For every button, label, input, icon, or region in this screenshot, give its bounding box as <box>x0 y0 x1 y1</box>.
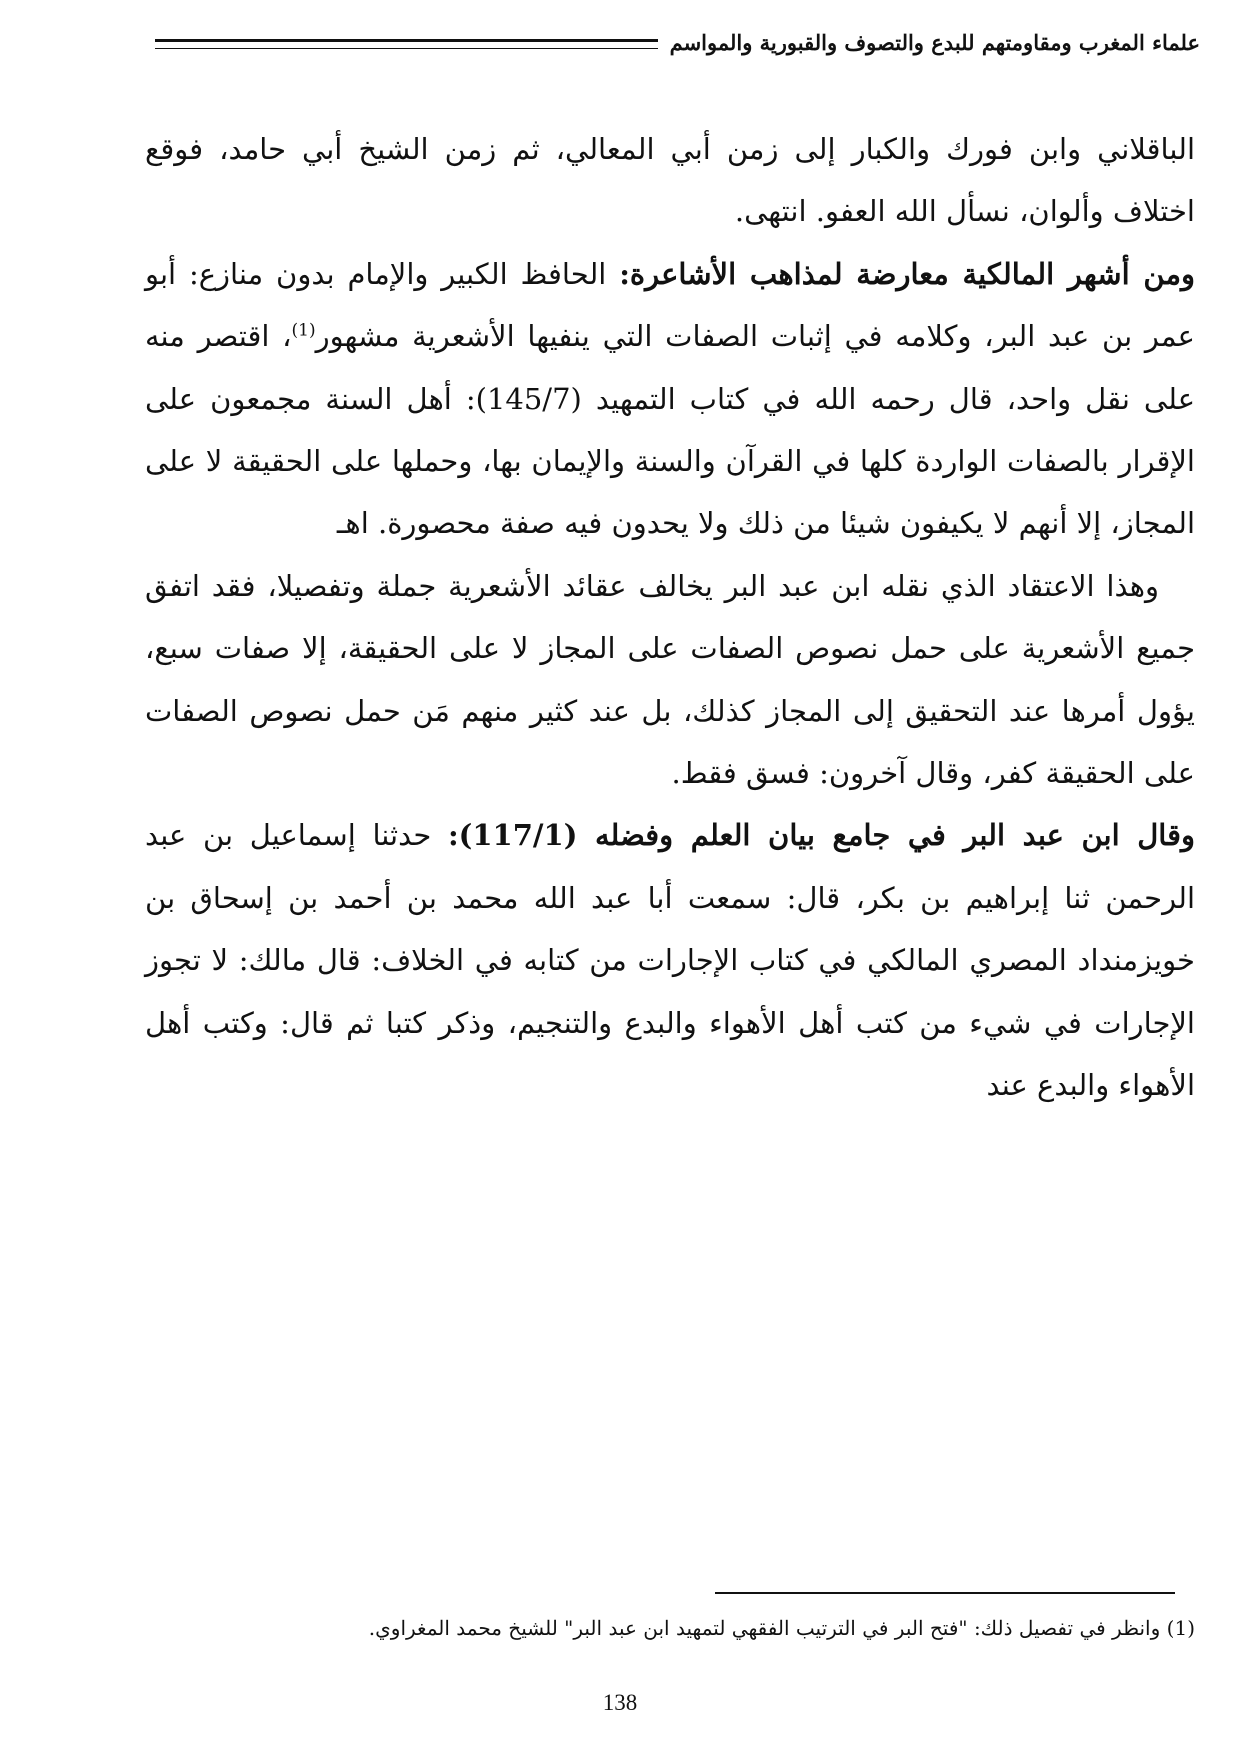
running-title: علماء المغرب ومقاومتهم للبدع والتصوف والقبورية والمواسم <box>669 29 1200 55</box>
header-rule <box>155 39 658 49</box>
paragraph-2-text-a: الحافظ الكبير والإمام بدون منازع: أبو عمر بن عبد البر، وكلامه في إثبات الصفات التي ينفيها الأشعرية مشهور <box>145 256 1195 354</box>
paragraph-2-heading: ومن أشهر المالكية معارضة لمذاهب الأشاعرة: <box>619 256 1195 291</box>
paragraph-2-text-b: ، اقتصر منه على نقل واحد، قال رحمه الله في كتاب التمهيد (145/7): أهل السنة مجمعون على الإقرار بالصفات الواردة كلها في القرآن والسنة والإيمان بها، وحملها على الحقيقة لا على المجاز، إلا أنهم لا يكيفون شيئا من ذلك ولا يحدون فيه صفة محصورة. اهـ <box>145 319 1195 541</box>
footnote-separator <box>715 1592 1175 1594</box>
paragraph-4-text: حدثنا إسماعيل بن عبد الرحمن ثنا إبراهيم بن بكر، قال: سمعت أبا عبد الله محمد بن أحمد بن إسحاق بن خويزمنداد المصري المالكي في كتاب الإجارات من كتابه في الخلاف: قال مالك: لا تجوز الإجارات في شيء من كتب أهل الأهواء والبدع والتنجيم، وذكر كتبا ثم قال: وكتب أهل الأهواء والبدع عند <box>145 818 1195 1103</box>
body-text <box>145 118 1195 1117</box>
footnote <box>145 1610 1195 1646</box>
footnote-text: وانظر في تفصيل ذلك: "فتح البر في الترتيب الفقهي لتمهيد ابن عبد البر" للشيخ محمد المغراوي. <box>368 1616 1167 1640</box>
paragraph-3: وهذا الاعتقاد الذي نقله ابن عبد البر يخالف عقائد الأشعرية جملة وتفصيلا، فقد اتفق جميع الأشعرية على حمل نصوص الصفات على المجاز لا على الحقيقة، إلا صفات سبع، يؤول أمرها عند التحقيق إلى المجاز كذلك، بل عند كثير منهم مَن حمل نصوص الصفات على الحقيقة كفر، وقال آخرون: فسق فقط. <box>145 568 1196 791</box>
footnote-reference[interactable]: (1) <box>291 320 316 341</box>
paragraph-2 <box>145 243 1195 555</box>
page-number: 138 <box>602 1690 638 1715</box>
paragraph-4 <box>145 804 1195 1116</box>
running-header <box>155 22 1200 62</box>
paragraph-4-heading: وقال ابن عبد البر في جامع بيان العلم وفضله (117/1): <box>447 818 1195 853</box>
paragraph-1: الباقلاني وابن فورك والكبار إلى زمن أبي المعالي، ثم زمن الشيخ أبي حامد، فوقع اختلاف وألوان، نسأل الله العفو. انتهى. <box>145 132 1195 229</box>
footnote-marker: (1) <box>1166 1616 1195 1640</box>
